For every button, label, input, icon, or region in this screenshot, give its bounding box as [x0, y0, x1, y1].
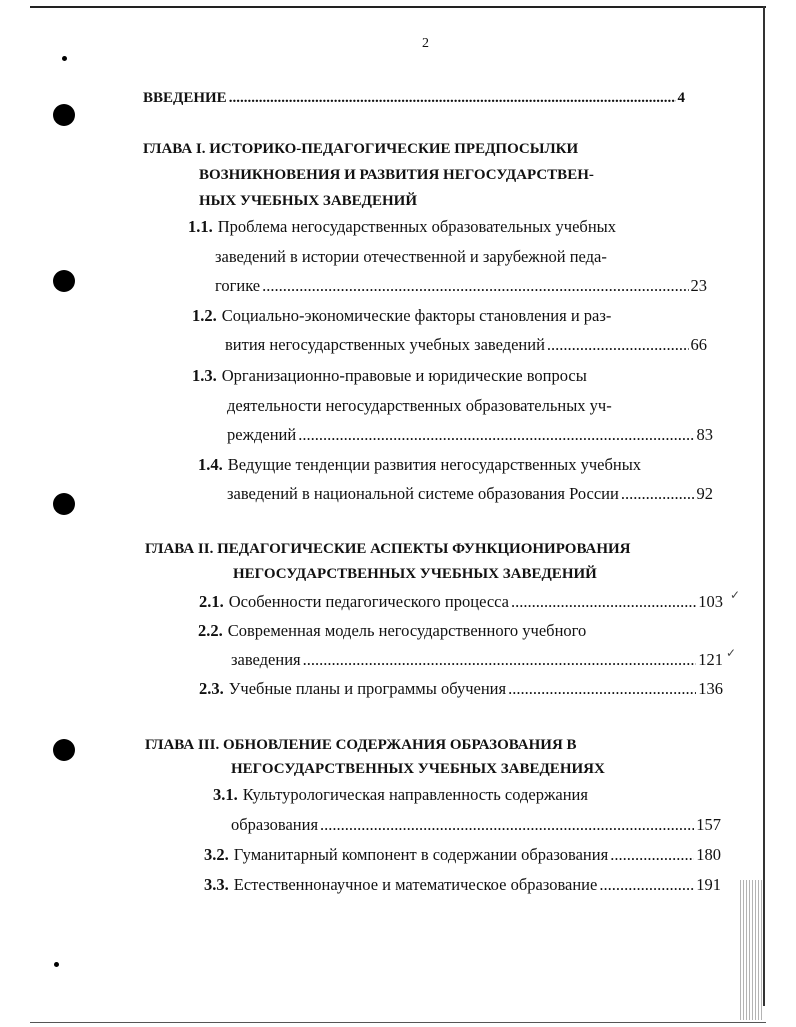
section-page: 180: [696, 845, 721, 864]
section-title: Учебные планы и программы обучения: [228, 679, 507, 698]
section-page: 66: [690, 335, 707, 354]
page-border-bottom: [30, 1022, 766, 1023]
toc-section-1-1[interactable]: [188, 217, 616, 237]
page-number: 2: [422, 36, 429, 51]
section-number: 2.3.: [199, 679, 224, 698]
toc-intro-label: ВВЕДЕНИЕ: [143, 90, 227, 106]
section-title-cont: деятельности негосударственных образовательных уч-: [227, 396, 612, 415]
section-title: Особенности педагогического процесса: [228, 592, 509, 611]
toc-section-1-4[interactable]: [198, 455, 641, 475]
section-page: 121: [698, 650, 723, 669]
toc-section-3-2[interactable]: [204, 845, 721, 865]
dot-leader: [610, 845, 694, 865]
section-number: 1.2.: [192, 306, 217, 325]
page-border-right: [763, 6, 765, 1006]
chapter-3-heading[interactable]: ГЛАВА III. ОБНОВЛЕНИЕ СОДЕРЖАНИЯ ОБРАЗОВАНИЯ В: [145, 737, 577, 753]
dot-leader: [303, 650, 697, 670]
toc-intro-page: 4: [677, 90, 685, 106]
dot-leader: [511, 592, 696, 612]
section-number: 1.1.: [188, 217, 213, 236]
chapter-2-heading[interactable]: ГЛАВА II. ПЕДАГОГИЧЕСКИЕ АСПЕКТЫ ФУНКЦИОНИРОВАНИЯ: [145, 541, 631, 557]
section-title: Ведущие тенденции развития негосударственных учебных: [227, 455, 642, 474]
toc-section-1-3[interactable]: [192, 366, 587, 386]
section-title-cont: заведений в истории отечественной и зарубежной педа-: [215, 247, 607, 266]
section-number: 3.2.: [204, 845, 229, 864]
section-page: 23: [690, 276, 707, 295]
check-mark: ✓: [726, 646, 737, 660]
section-title: Социально-экономические факторы становления и раз-: [221, 306, 612, 325]
section-number: 2.2.: [198, 621, 223, 640]
punch-hole: [53, 739, 75, 761]
section-title-cont: образования: [231, 815, 319, 834]
toc-section-2-2[interactable]: [198, 621, 586, 641]
toc-section-1-2[interactable]: [192, 306, 611, 326]
scan-edge-noise: [740, 880, 764, 1020]
section-title: Организационно-правовые и юридические вопросы: [221, 366, 587, 385]
dot-leader: [262, 276, 688, 296]
section-page: 92: [696, 484, 713, 503]
section-title: Культурологическая направленность содержания: [242, 785, 588, 804]
section-page: 157: [696, 815, 721, 834]
section-title-cont: реждений: [227, 425, 297, 444]
scan-speck: [62, 56, 67, 61]
section-number: 1.4.: [198, 455, 223, 474]
toc-section-1-3-end[interactable]: [227, 425, 713, 445]
chapter-2-heading: НЕГОСУДАРСТВЕННЫХ УЧЕБНЫХ ЗАВЕДЕНИЙ: [233, 566, 597, 582]
punch-hole: [53, 493, 75, 515]
toc-section-2-3[interactable]: [199, 679, 723, 699]
toc-section-1-4-end[interactable]: [227, 484, 713, 504]
toc-section-1-2-end[interactable]: [225, 335, 707, 355]
section-title: Естественнонаучное и математическое образование: [233, 875, 598, 894]
punch-hole: [53, 104, 75, 126]
section-number: 1.3.: [192, 366, 217, 385]
section-title-cont: вития негосударственных учебных заведений: [225, 335, 545, 354]
toc-section-3-1[interactable]: [213, 785, 588, 805]
dot-leader: [320, 815, 694, 835]
page-border-top: [30, 6, 766, 8]
toc-intro[interactable]: [143, 88, 685, 108]
chapter-1-heading: НЫХ УЧЕБНЫХ ЗАВЕДЕНИЙ: [199, 193, 417, 209]
dot-leader: [547, 335, 689, 355]
dot-leader: [298, 425, 694, 445]
dot-leader: [508, 679, 696, 699]
section-title-cont: заведения: [231, 650, 301, 669]
toc-section-3-3[interactable]: [204, 875, 721, 895]
section-page: 191: [696, 875, 721, 894]
section-title: Гуманитарный компонент в содержании образования: [233, 845, 609, 864]
section-page: 103: [698, 592, 723, 611]
dot-leader: [599, 875, 694, 895]
section-number: 3.1.: [213, 785, 238, 804]
section-title-cont: заведений в национальной системе образования России: [227, 484, 619, 503]
section-title: Современная модель негосударственного учебного: [227, 621, 587, 640]
section-number: 3.3.: [204, 875, 229, 894]
toc-section-2-1[interactable]: [199, 592, 723, 612]
chapter-3-heading: НЕГОСУДАРСТВЕННЫХ УЧЕБНЫХ ЗАВЕДЕНИЯХ: [231, 761, 605, 777]
toc-section-1-1-end[interactable]: [215, 276, 707, 296]
section-title-cont: гогике: [215, 276, 261, 295]
chapter-1-heading[interactable]: ГЛАВА I. ИСТОРИКО-ПЕДАГОГИЧЕСКИЕ ПРЕДПОСЫЛКИ: [143, 141, 579, 157]
chapter-1-heading: ВОЗНИКНОВЕНИЯ И РАЗВИТИЯ НЕГОСУДАРСТВЕН-: [199, 167, 594, 183]
dot-leader: [621, 484, 695, 504]
check-mark: ✓: [730, 588, 741, 602]
toc-section-2-2-end[interactable]: [231, 650, 723, 670]
section-number: 2.1.: [199, 592, 224, 611]
toc-section-3-1-end[interactable]: [231, 815, 721, 835]
dot-leader: [229, 88, 676, 108]
section-title: Проблема негосударственных образовательных учебных: [217, 217, 616, 236]
section-page: 136: [698, 679, 723, 698]
punch-hole: [53, 270, 75, 292]
scan-speck: [54, 962, 59, 967]
section-page: 83: [696, 425, 713, 444]
